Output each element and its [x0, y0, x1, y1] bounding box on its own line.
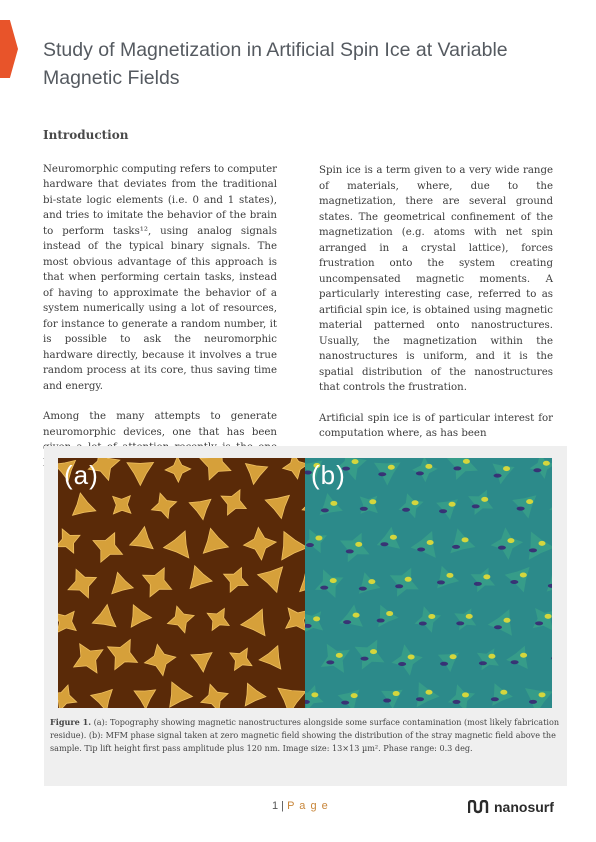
- page-footer: [272, 800, 329, 812]
- paragraph-neuromorphic: Neuromorphic computing refers to computer hardware that deviates from the traditional bi-state logic elements (i.e. 0 and 1 states), and tries to imitate the behavior of the brain to perform tasks¹², using analog signals instead of the typical binary signals. The most obvious advantage of this approach is that when performing certain tasks, instead of having to approximate the behavior of a system numerically using a lot of resources, for instance to generate a random number, it is possible to ask the neuromorphic hardware directly, because it involves a true random process at its core, thus saving time and energy.: [43, 163, 277, 392]
- figure-1: [44, 446, 567, 786]
- page-separator: |: [278, 800, 288, 812]
- nanosurf-logo: [468, 797, 554, 817]
- page-number: 1: [272, 800, 279, 812]
- figure-caption: [50, 716, 562, 756]
- paragraph-attempts: Among the many attempts to generate neuromorphic devices, one that has been: [43, 411, 277, 438]
- page-word: P a g e: [287, 800, 329, 812]
- topography-image-panel: [58, 458, 305, 708]
- nanosurf-logo-icon: [468, 800, 490, 814]
- panel-a-label: (a): [64, 460, 99, 490]
- corner-accent-mark: [0, 20, 18, 78]
- document-title: Study of Magnetization in Artificial Spin Ice at Variable Magnetic Fields: [43, 39, 508, 89]
- paragraph-artificial-spin-ice: Artificial spin ice is of particular interest for computation where, as has been: [319, 412, 553, 439]
- paragraph-spin-ice: Spin ice is a term given to a very wide range of materials, where, due to the magnetization, there are several ground states. The geometrical confinement of the magnetization (e.g. atoms with net spin arranged in a crystal lattice), forces frustration onto the system creating uncompensated magnetic moments. A particularly interesting case, referred to as artificial spin ice, is obtained using magnetic material patterned onto nanostructures. Usually, the magnetization within the nanostructures is uniform, and it is the spatial distribution of the nanostructures that controls the frustration.: [319, 165, 553, 393]
- topography-image: [58, 458, 305, 708]
- right-column: [319, 117, 553, 457]
- mfm-phase-image-panel: [305, 458, 552, 708]
- mfm-phase-image: [305, 458, 552, 708]
- brand-name: nanosurf: [494, 799, 554, 815]
- caption-text: (a): Topography showing magnetic nanostructures alongside some surface contamination (most likely fabrication residue). (b): MFM phase signal taken at zero magnetic field showing the distribution of the stray magnetic field above the sample. Tip lift height first pass amplitude plus 120 nm. Image size: 13×13 µm². Phase range: 0.3 deg.: [50, 717, 560, 754]
- section-heading-introduction: Introduction: [43, 128, 129, 142]
- caption-label: Figure 1.: [50, 717, 92, 727]
- left-column: [43, 117, 277, 486]
- panel-b-label: (b): [311, 460, 346, 490]
